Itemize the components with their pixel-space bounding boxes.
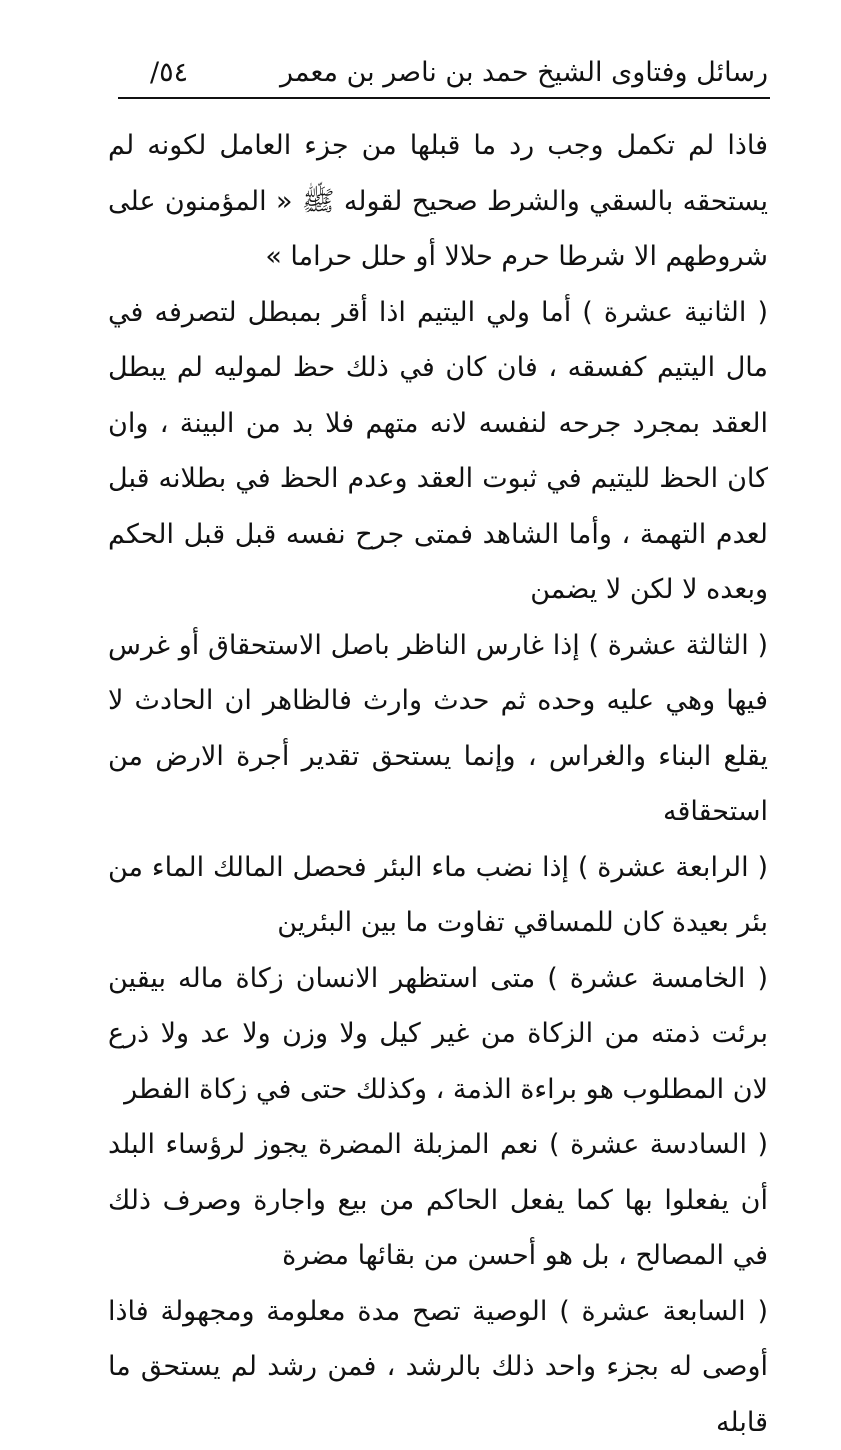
paragraph-continuation: فاذا لم تكمل وجب رد ما قبلها من جزء العامل لكونه لم يستحقه بالسقي والشرط صحيح لقوله ﷺ « المؤمنون على شروطهم الا شرطا حرم حلالا أو حلل حراما » bbox=[108, 118, 768, 285]
main-text bbox=[108, 118, 768, 1450]
page-header bbox=[118, 48, 768, 94]
paragraph-thirteenth: ( الثالثة عشرة ) إذا غارس الناظر باصل الاستحقاق أو غرس فيها وهي عليه وحده ثم حدث وارث فالظاهر ان الحادث لا يقلع البناء والغراس ، وإنما يستحق تقدير أجرة الارض من استحقاقه bbox=[108, 618, 768, 840]
running-title: رسائل وفتاوى الشيخ حمد بن ناصر بن معمر bbox=[280, 56, 768, 90]
paragraph-fourteenth: ( الرابعة عشرة ) إذا نضب ماء البئر فحصل المالك الماء من بئر بعيدة كان للمساقي تفاوت ما بين البئرين bbox=[108, 840, 768, 951]
page-number: ٥٤/ bbox=[150, 56, 188, 90]
header-divider bbox=[118, 97, 770, 99]
paragraph-seventeenth: ( السابعة عشرة ) الوصية تصح مدة معلومة ومجهولة فاذا أوصى له بجزء واحد ذلك بالرشد ، فمن رشد لم يستحق ما قابله bbox=[108, 1284, 768, 1450]
paragraph-twelfth: ( الثانية عشرة ) أما ولي اليتيم اذا أقر بمبطل لتصرفه في مال اليتيم كفسقه ، فان كان في ذلك حظ لموليه لم يبطل العقد بمجرد جرحه لنفسه لانه متهم فلا بد من البينة ، وان كان الحظ لليتيم في ثبوت العقد وعدم الحظ في بطلانه قبل لعدم التهمة ، وأما الشاهد فمتى جرح نفسه قبل قبل الحكم وبعده لا لكن لا يضمن bbox=[108, 285, 768, 618]
paragraph-sixteenth: ( السادسة عشرة ) نعم المزبلة المضرة يجوز لرؤساء البلد أن يفعلوا بها كما يفعل الحاكم من بيع واجارة وصرف ذلك في المصالح ، بل هو أحسن من بقائها مضرة bbox=[108, 1117, 768, 1284]
paragraph-fifteenth: ( الخامسة عشرة ) متى استظهر الانسان زكاة ماله بيقين برئت ذمته من الزكاة من غير كيل ولا وزن ولا عد ولا ذرع لان المطلوب هو براءة الذمة ، وكذلك حتى في زكاة الفطر bbox=[108, 951, 768, 1118]
